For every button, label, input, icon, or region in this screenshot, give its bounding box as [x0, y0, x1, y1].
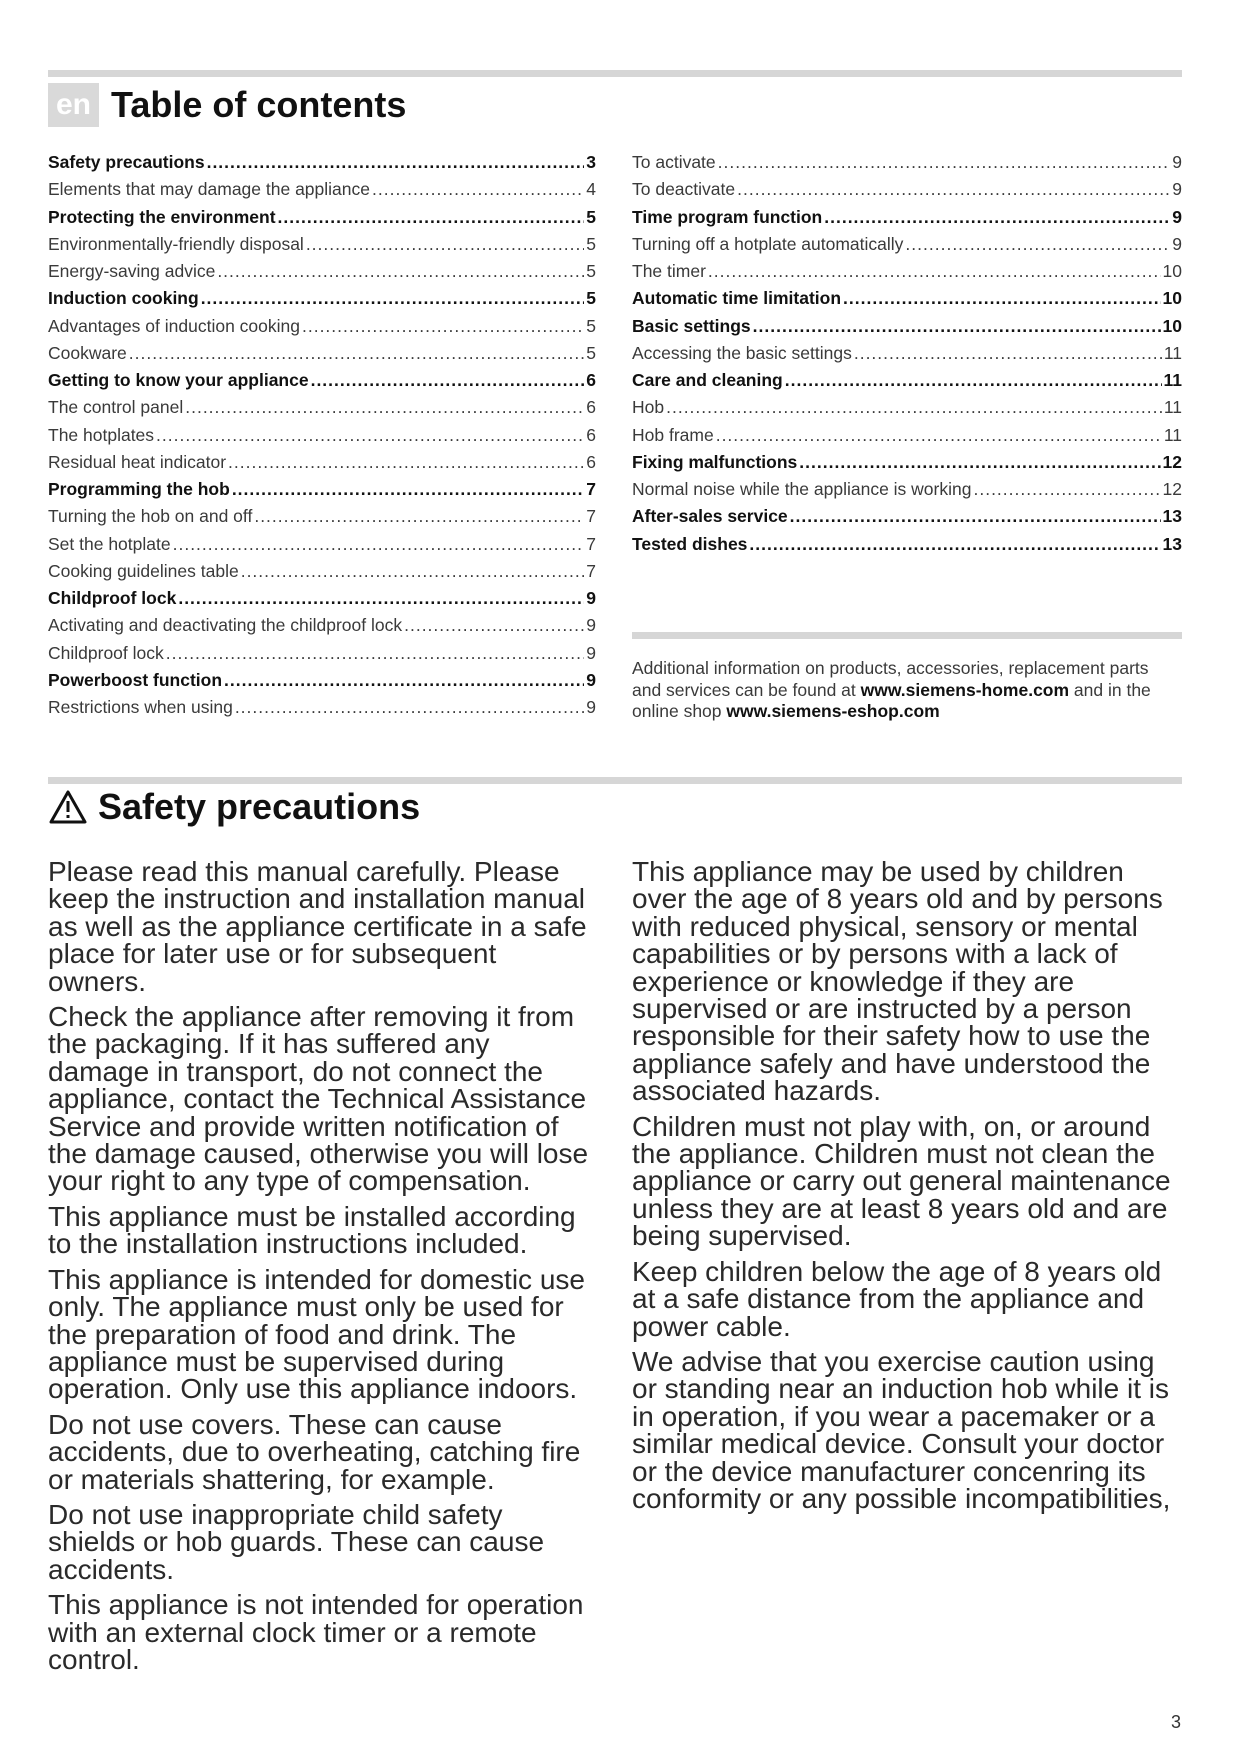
toc-entry-title: Advantages of induction cooking	[48, 315, 300, 336]
toc-entry-page: 12	[1162, 451, 1182, 472]
toc-entry-title: The timer	[632, 261, 706, 281]
toc-entry[interactable]	[48, 397, 596, 424]
toc-entry-page: 9	[586, 615, 596, 636]
toc-entry[interactable]	[632, 343, 1182, 370]
toc-leader-dots	[278, 207, 585, 228]
toc-leader-dots	[201, 288, 585, 309]
safety-paragraph: Keep children below the age of 8 years old at a safe distance from the appliance and power cable.	[632, 1255, 1162, 1342]
toc-entry[interactable]	[632, 179, 1182, 206]
safety-paragraph: This appliance is not intended for operation with an external clock timer or a remote control.	[48, 1589, 584, 1675]
toc-leader-dots	[799, 452, 1160, 473]
safety-paragraph: This appliance may be used by children over the age of 8 years old and by persons with reduced physical, sensory or mental capabilities or by persons with a lack of experience or knowledge if they are supervised or are instructed by a person responsible for their safety how to use the appliance safely and have understood the associated hazards.	[632, 856, 1163, 1107]
toc-entry-title: Residual heat indicator	[48, 451, 227, 472]
warning-triangle-icon	[48, 789, 88, 825]
toc-entry-title: Care and cleaning	[632, 370, 783, 390]
safety-paragraph: This appliance is intended for domestic use only. The appliance must only be used for the preparation of food and drink. The appliance must be supervised during operation. Only use this appliance indoors.	[48, 1263, 585, 1405]
toc-entry-page: 9	[1172, 233, 1182, 254]
toc-entry-page: 12	[1162, 479, 1182, 499]
toc-entry[interactable]	[48, 316, 596, 343]
toc-entry[interactable]	[632, 534, 1182, 561]
toc-entry-title: After-sales service	[632, 506, 788, 527]
toc-header	[48, 82, 406, 128]
toc-entry[interactable]	[632, 425, 1182, 452]
toc-entry-page: 9	[586, 588, 596, 608]
toc-entry-title: Protecting the environment	[48, 206, 276, 227]
toc-entry[interactable]	[48, 261, 596, 288]
toc-leader-dots	[854, 343, 1162, 364]
toc-leader-dots	[737, 179, 1170, 200]
toc-entry[interactable]	[632, 452, 1182, 479]
safety-left-column	[48, 858, 596, 1681]
toc-leader-dots	[905, 234, 1170, 255]
toc-leader-dots	[404, 615, 584, 636]
toc-entry-page: 5	[586, 233, 596, 254]
toc-entry-page: 7	[586, 479, 596, 499]
toc-entry[interactable]	[632, 261, 1182, 288]
toc-leader-dots	[666, 397, 1162, 418]
toc-entry[interactable]	[48, 425, 596, 452]
toc-entry[interactable]	[48, 179, 596, 206]
toc-entry[interactable]	[48, 479, 596, 506]
toc-entry-page: 3	[586, 152, 596, 172]
toc-entry-title: Hob	[632, 397, 665, 418]
toc-entry-page: 9	[1172, 206, 1182, 227]
toc-entry[interactable]	[48, 506, 596, 533]
toc-entry-page: 11	[1163, 370, 1182, 390]
toc-entry[interactable]	[48, 561, 596, 588]
toc-leader-dots	[973, 479, 1160, 500]
toc-entry-page: 13	[1162, 506, 1182, 527]
safety-paragraph: Do not use inappropriate child safety shields or hob guards. These can cause accidents.	[48, 1498, 545, 1585]
toc-entry-title: Accessing the basic settings	[632, 342, 852, 363]
toc-entry-title: Safety precautions	[48, 152, 205, 172]
toc-entry-title: Time program function	[632, 206, 823, 227]
toc-entry-title: The control panel	[48, 397, 184, 418]
safety-paragraph: Check the appliance after removing it from the packaging. If it has suffered any damage in transport, do not connect the appliance, contact the Technical Assistance Service and provide written notification of the damage caused, otherwise you will lose your right to any type of compensation.	[48, 1001, 589, 1197]
toc-entry[interactable]	[48, 343, 596, 370]
toc-entry-page: 13	[1162, 533, 1182, 554]
toc-entry-page: 7	[586, 560, 596, 581]
toc-leader-dots	[311, 370, 585, 391]
toc-entry[interactable]	[48, 234, 596, 261]
toc-entry[interactable]	[48, 588, 596, 615]
toc-entry-page: 5	[586, 342, 596, 363]
toc-entry-title: Set the hotplate	[48, 533, 171, 554]
toc-entry-page: 6	[586, 397, 596, 418]
toc-leader-dots	[156, 425, 584, 446]
toc-entry-title: Turning off a hotplate automatically	[632, 233, 904, 254]
toc-entry-title: Powerboost function	[48, 669, 223, 690]
safety-paragraph: We advise that you exercise caution using or standing near an induction hob while it is in operation, if you wear a pacemaker or a similar medical device. Consult your doctor or the device manufacturer concenring its conformity or any possible incompatibilities,	[632, 1345, 1171, 1514]
toc-leader-dots	[824, 207, 1170, 228]
toc-leader-dots	[232, 479, 584, 500]
toc-entry-page: 10	[1162, 261, 1182, 281]
toc-entry-title: Induction cooking	[48, 288, 199, 309]
top-rule	[48, 70, 1182, 77]
toc-entry[interactable]	[632, 316, 1182, 343]
toc-entry-page: 6	[586, 451, 596, 472]
toc-leader-dots	[302, 316, 584, 337]
safety-paragraph: Children must not play with, on, or around the appliance. Children must not clean the appliance or carry out general maintenance unless they are at least 8 years old and are being supervised.	[632, 1110, 1171, 1252]
toc-entry-title: Childproof lock	[48, 642, 164, 663]
toc-entry-title: Automatic time limitation	[632, 288, 842, 309]
toc-leader-dots	[166, 643, 585, 664]
toc-entry-title: Tested dishes	[632, 533, 748, 554]
safety-paragraph: Do not use covers. These can cause accidents, due to overheating, catching fire or materials shattering, for example.	[48, 1408, 581, 1495]
toc-entry[interactable]	[48, 697, 596, 724]
toc-leader-dots	[372, 179, 584, 200]
toc-entry[interactable]	[48, 615, 596, 642]
toc-entry-title: Childproof lock	[48, 588, 177, 608]
toc-entry-title: Elements that may damage the appliance	[48, 179, 370, 200]
toc-entry[interactable]	[48, 288, 596, 315]
toc-left-column	[48, 152, 596, 724]
toc-entry-page: 10	[1162, 288, 1182, 309]
toc-leader-dots	[716, 425, 1162, 446]
toc-entry[interactable]	[632, 479, 1182, 506]
toc-entry[interactable]	[632, 370, 1182, 397]
info-link-home[interactable]: www.siemens-home.com	[860, 679, 1070, 700]
page-number: 3	[1170, 1712, 1181, 1732]
toc-leader-dots	[749, 534, 1160, 555]
toc-leader-dots	[753, 316, 1161, 337]
toc-leader-dots	[718, 152, 1171, 173]
toc-entry-page: 11	[1163, 342, 1182, 363]
toc-entry-page: 5	[586, 206, 596, 227]
toc-entry-page: 9	[586, 697, 596, 717]
info-text-1: Additional information on products, accessories, replacement parts and services can be found at	[632, 658, 1149, 700]
toc-leader-dots	[241, 561, 585, 582]
toc-entry[interactable]	[632, 207, 1182, 234]
safety-title: Safety precautions	[98, 786, 421, 827]
toc-entry[interactable]	[632, 288, 1182, 315]
toc-entry-page: 5	[586, 315, 596, 336]
toc-entry-title: Activating and deactivating the childproof lock	[48, 615, 403, 636]
toc-entry-page: 9	[586, 642, 596, 663]
toc-entry-title: Hob frame	[632, 424, 714, 445]
toc-leader-dots	[173, 534, 585, 555]
toc-entry[interactable]	[48, 643, 596, 670]
toc-entry[interactable]	[48, 152, 596, 179]
toc-entry-page: 7	[586, 533, 596, 554]
toc-entry[interactable]	[632, 234, 1182, 261]
toc-entry-page: 11	[1163, 424, 1182, 445]
toc-entry-page: 6	[586, 370, 596, 390]
info-rule	[632, 632, 1182, 639]
toc-entry-title: Basic settings	[632, 315, 751, 336]
toc-leader-dots	[235, 697, 584, 718]
toc-leader-dots	[708, 261, 1161, 282]
toc-title: Table of contents	[111, 84, 407, 125]
toc-entry-title: The hotplates	[48, 424, 155, 445]
toc-entry[interactable]	[632, 397, 1182, 424]
toc-entry-page: 4	[586, 179, 596, 200]
toc-leader-dots	[228, 452, 584, 473]
toc-leader-dots	[217, 261, 584, 282]
toc-entry[interactable]	[632, 152, 1182, 179]
toc-entry-page: 7	[586, 506, 596, 527]
toc-entry-page: 5	[586, 288, 596, 309]
toc-leader-dots	[185, 397, 584, 418]
toc-entry[interactable]	[48, 370, 596, 397]
toc-leader-dots	[254, 506, 584, 527]
info-text-2: and in the online shop	[632, 679, 1151, 721]
toc-entry[interactable]	[48, 452, 596, 479]
toc-entry-title: Normal noise while the appliance is working	[632, 479, 972, 499]
toc-entry-title: To deactivate	[632, 179, 736, 200]
toc-entry-page: 10	[1162, 315, 1182, 336]
toc-leader-dots	[224, 670, 584, 691]
info-link-eshop[interactable]: www.siemens-eshop.com	[726, 701, 940, 721]
toc-entry-title: Energy-saving advice	[48, 261, 216, 281]
language-badge: en	[48, 83, 99, 127]
toc-entry[interactable]	[632, 506, 1182, 533]
toc-entry-title: Restrictions when using	[48, 697, 233, 717]
toc-entry-page: 9	[1172, 152, 1182, 172]
toc-entry[interactable]	[48, 534, 596, 561]
toc-entry-page: 5	[586, 261, 596, 281]
safety-paragraph: Please read this manual carefully. Please keep the instruction and installation manual as well as the appliance certificate in a safe place for later use or for subsequent owners.	[48, 856, 587, 997]
toc-entry[interactable]	[48, 670, 596, 697]
toc-leader-dots	[207, 152, 585, 173]
toc-entry-title: Turning the hob on and off	[48, 506, 253, 527]
safety-paragraph: This appliance must be installed according to the installation instructions included.	[48, 1200, 576, 1260]
additional-info	[632, 658, 1182, 723]
safety-right-column	[632, 858, 1184, 1520]
toc-leader-dots	[785, 370, 1162, 391]
toc-entry-page: 9	[586, 669, 596, 690]
toc-entry-title: Cooking guidelines table	[48, 560, 239, 581]
toc-right-column	[632, 152, 1182, 561]
toc-entry-title: To activate	[632, 152, 716, 172]
toc-entry-title: Fixing malfunctions	[632, 451, 798, 472]
toc-entry-title: Cookware	[48, 342, 127, 363]
toc-entry-page: 11	[1163, 397, 1182, 418]
toc-leader-dots	[306, 234, 584, 255]
toc-leader-dots	[129, 343, 584, 364]
toc-entry-title: Environmentally-friendly disposal	[48, 233, 304, 254]
toc-leader-dots	[178, 588, 584, 609]
toc-entry-title: Programming the hob	[48, 479, 230, 499]
toc-leader-dots	[790, 506, 1161, 527]
toc-entry-page: 9	[1172, 179, 1182, 200]
toc-leader-dots	[843, 288, 1160, 309]
toc-entry-page: 6	[586, 424, 596, 445]
safety-header	[48, 783, 420, 831]
toc-entry[interactable]	[48, 207, 596, 234]
toc-entry-title: Getting to know your appliance	[48, 370, 309, 390]
